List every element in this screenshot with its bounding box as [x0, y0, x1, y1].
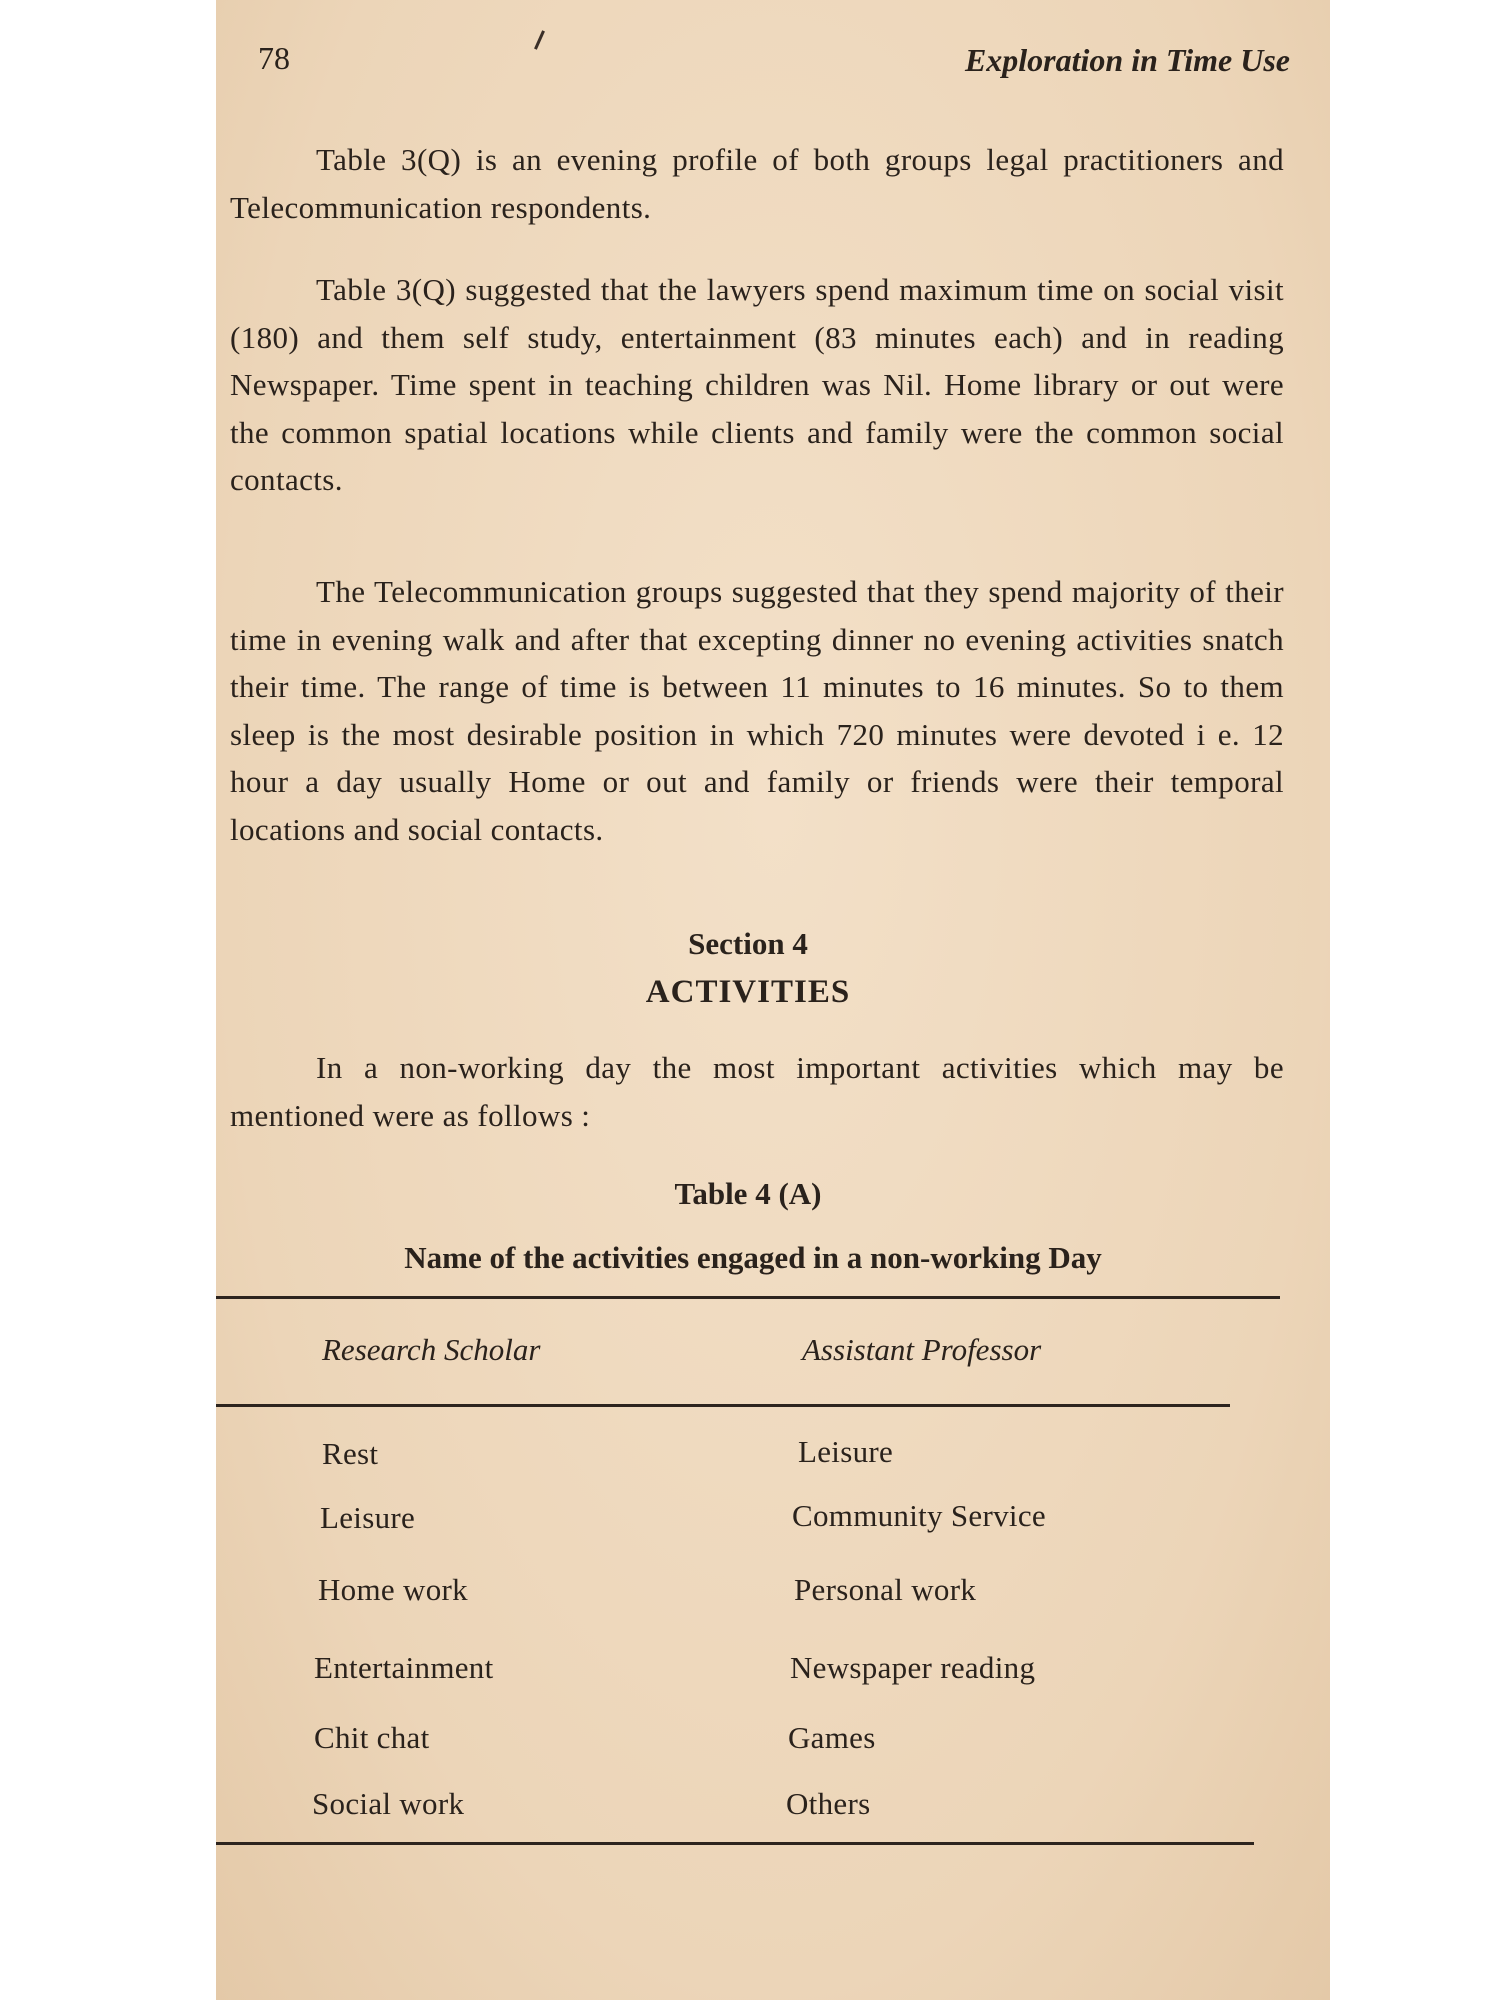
- table-cell-col1-row1: Rest: [322, 1436, 379, 1471]
- column-header-assistant-professor: Assistant Professor: [802, 1332, 1042, 1367]
- table-bottom-rule: [216, 1842, 1254, 1845]
- table-cell-col2-row3: Personal work: [794, 1572, 977, 1607]
- section-label: Section 4: [688, 926, 808, 961]
- table-caption: Table 4 (A): [674, 1176, 822, 1211]
- table-cell-col2-row2: Community Service: [792, 1498, 1046, 1533]
- table-cell-col2-row5: Games: [788, 1720, 876, 1755]
- page-number: 78: [258, 40, 290, 76]
- table-top-rule: [216, 1296, 1280, 1299]
- page-header: [258, 40, 1290, 84]
- table-cell-col1-row6: Social work: [312, 1786, 465, 1821]
- book-page: [216, 0, 1330, 2000]
- paragraph-section-intro: In a non-working day the most important activities which may be mentioned were as follows :: [230, 1050, 1284, 1133]
- table-cell-col2-row6: Others: [786, 1786, 871, 1821]
- table-cell-col1-row2: Leisure: [320, 1500, 416, 1535]
- paragraph-telecommunication: The Telecommunication groups suggested that they spend majority of their time in evening walk and after that excepting dinner no evening activities snatch their time. The range of time is between 11 minutes to 16 minutes. So to them sleep is the most desirable position in which 720 minutes were devoted i e. 12 hour a day usually Home or out and family or friends were their temporal locations and social contacts.: [230, 574, 1284, 847]
- table-title: Name of the activities engaged in a non-working Day: [404, 1240, 1102, 1275]
- section-title: ACTIVITIES: [645, 974, 851, 1010]
- running-title: Exploration in Time Use: [964, 42, 1290, 78]
- paragraph-lawyers: Table 3(Q) suggested that the lawyers spend maximum time on social visit (180) and them self study, entertainment (83 minutes each) and in reading Newspaper. Time spent in teaching children was Nil. Home library or out were the common spatial locations while clients and family were the common social contacts.: [230, 272, 1284, 497]
- table-cell-col2-row1: Leisure: [798, 1434, 894, 1469]
- table-cell-col1-row5: Chit chat: [314, 1720, 430, 1755]
- table-cell-col1-row3: Home work: [318, 1572, 468, 1607]
- table-header-rule: [216, 1404, 1230, 1407]
- paragraph-evening-profile: Table 3(Q) is an evening profile of both groups legal practitioners and Telecommunication respondents.: [230, 142, 1284, 225]
- table-cell-col2-row4: Newspaper reading: [790, 1650, 1036, 1685]
- table-cell-col1-row4: Entertainment: [314, 1650, 494, 1685]
- column-header-research-scholar: Research Scholar: [322, 1332, 541, 1367]
